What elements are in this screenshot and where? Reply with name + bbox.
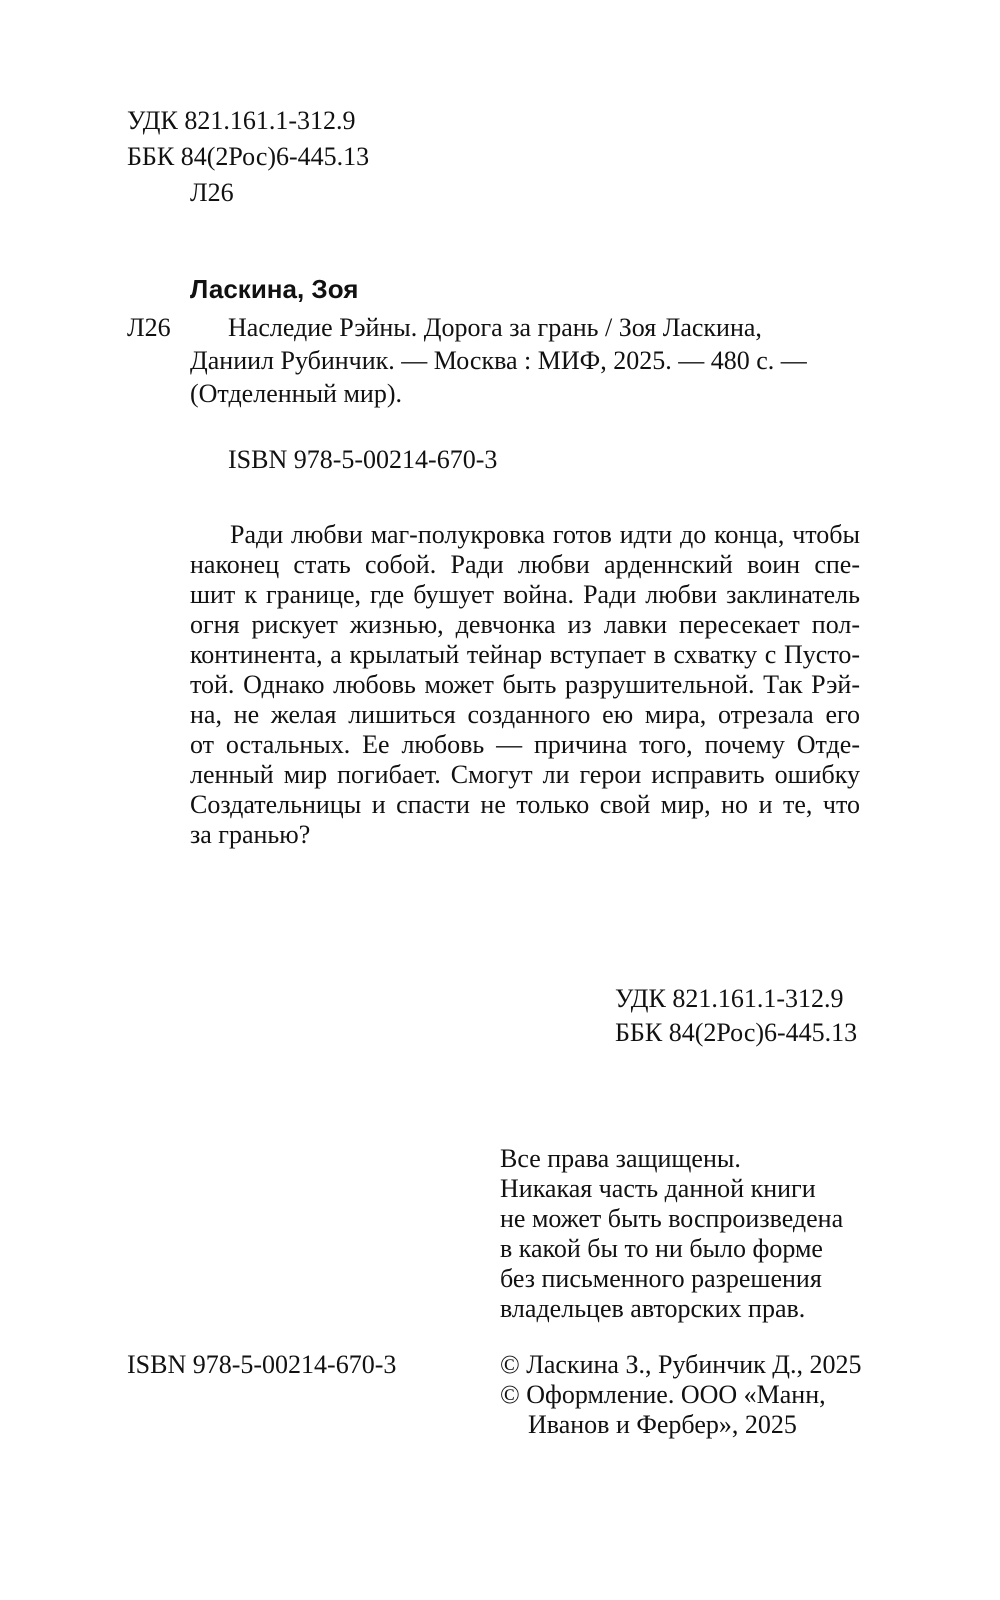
- rights-line: без письменного разрешения: [500, 1264, 822, 1293]
- catalog-isbn: ISBN 978-5-00214-670-3: [228, 445, 498, 474]
- annotation-line: континента, а крылатый тейнар вступает в схватку с Пусто-: [190, 640, 860, 669]
- copyright-block: [500, 1350, 862, 1440]
- annotation-line: от остальных. Ее любовь — причина того, почему Отде-: [190, 730, 860, 759]
- author-mark-top: Л26: [190, 178, 234, 207]
- annotation-line: огня рискует жизнью, девчонка из лавки пересекает пол-: [190, 610, 860, 639]
- footer-isbn: ISBN 978-5-00214-670-3: [127, 1350, 397, 1379]
- rights-line: владельцев авторских прав.: [500, 1294, 806, 1323]
- annotation-line: шит к границе, где бушует война. Ради любви заклинатель: [190, 580, 860, 609]
- annotation-line: Создательницы и спасти не только свой мир, но и те, что: [190, 790, 860, 819]
- catalog-title-line-2: Даниил Рубинчик. — Москва : МИФ, 2025. — 480 с. —: [190, 346, 807, 375]
- copyright-publisher: Иванов и Фербер», 2025: [528, 1410, 797, 1439]
- annotation-line: за гранью?: [190, 820, 311, 849]
- catalog-author: Ласкина, Зоя: [190, 274, 359, 304]
- annotation-line: той. Однако любовь может быть разрушительной. Так Рэй-: [190, 670, 860, 699]
- rights-notice: [500, 1144, 843, 1324]
- rights-line: Все права защищены.: [500, 1144, 741, 1173]
- annotation-line: ленный мир погибает. Смогут ли герои исправить ошибку: [190, 760, 860, 789]
- udk-code-bottom: УДК 821.161.1-312.9: [615, 984, 844, 1013]
- annotation-line: наконец стать собой. Ради любви арденнский воин спе-: [190, 550, 860, 579]
- annotation-line: Ради любви маг-полукровка готов идти до конца, чтобы: [230, 520, 860, 549]
- bbk-code-bottom: ББК 84(2Рос)6-445.13: [615, 1018, 858, 1047]
- catalog-mark: Л26: [127, 313, 171, 342]
- catalog-series: (Отделенный мир).: [190, 379, 402, 408]
- udk-code-top: УДК 821.161.1-312.9: [127, 106, 356, 135]
- annotation-line: на, не желая лишиться созданного ею мира, отрезала его: [190, 700, 860, 729]
- catalog-title-line: Наследие Рэйны. Дорога за грань / Зоя Ласкина,: [228, 313, 762, 342]
- bbk-code-top: ББК 84(2Рос)6-445.13: [127, 142, 370, 171]
- annotation-paragraph: [190, 520, 860, 850]
- copyright-design: © Оформление. ООО «Манн,: [500, 1380, 826, 1409]
- rights-line: не может быть воспроизведена: [500, 1204, 844, 1233]
- rights-line: Никакая часть данной книги: [500, 1174, 816, 1203]
- rights-line: в какой бы то ни было форме: [500, 1234, 823, 1263]
- copyright-authors: © Ласкина З., Рубинчик Д., 2025: [500, 1350, 862, 1379]
